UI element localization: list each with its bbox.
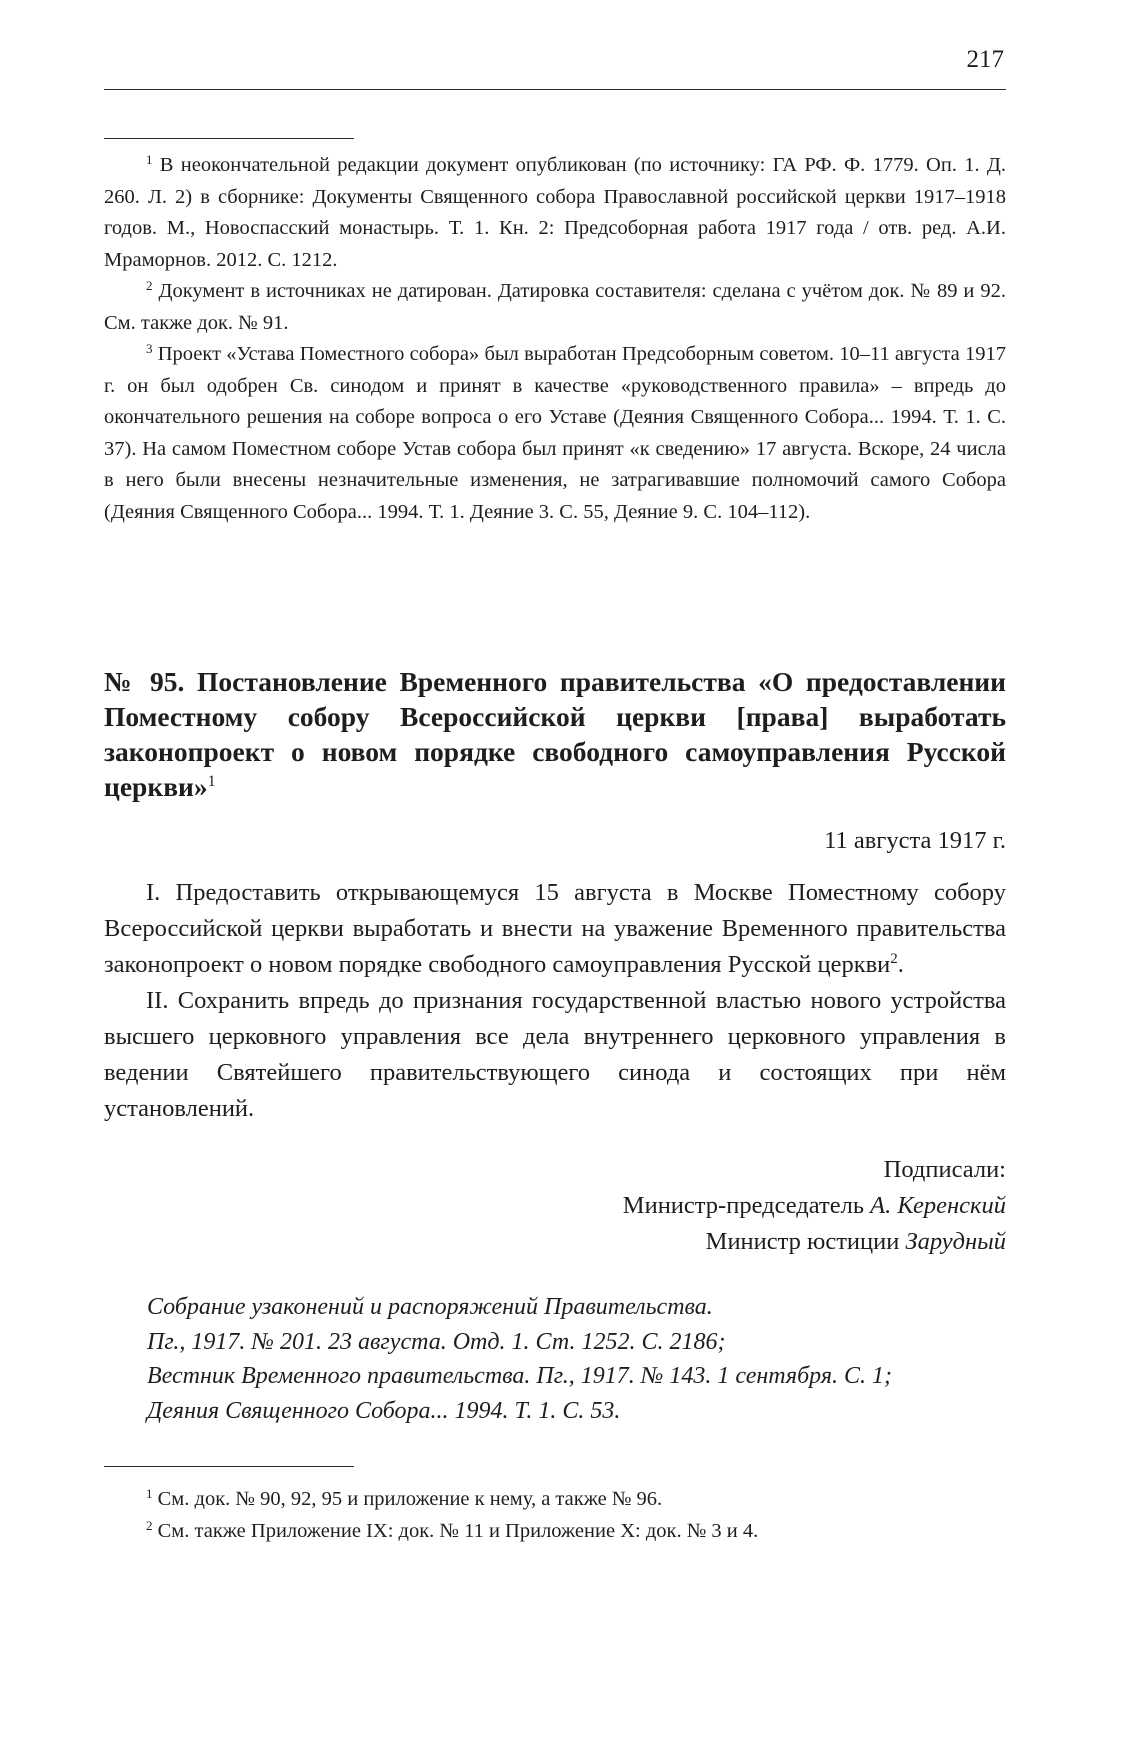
signatory-name: Зарудный [905,1228,1006,1255]
footnote-ref: 1 [207,773,216,790]
header-rule [104,89,1006,90]
footnote-marker: 2 [146,278,153,293]
footnote-marker: 2 [146,1517,153,1533]
footnote-3 [104,339,1006,528]
footnote-text: В неокончательной редакции документ опубликован (по источнику: ГА РФ. Ф. 1779. Оп. 1. Д. 260. Л. 2) в сборнике: Документы Священного собора Православной российской церкви 1917–1918 годов. М., Новоспасский монастырь. Т. 1. Кн. 2: Предсоборная работа 1917 года / отв. ред. А.И. Мраморнов. 2012. С. 1212. [104,154,1006,271]
paragraph-1 [104,875,1006,983]
source-line: Пг., 1917. № 201. 23 августа. Отд. 1. Ст. 1252. С. 2186; [147,1328,726,1355]
footnote-marker: 1 [146,1486,153,1501]
footnote-text: Проект «Устава Поместного собора» был выработан Предсоборным советом. 10–11 августа 1917 г. он был одобрен Св. синодом и принят в качестве «руководственного правила» – впредь до окончательного решения на соборе вопроса о его Уставе (Деяния Священного Собора... 1994. Т. 1. С. 37). На самом Поместном соборе Устав собора был принят «к сведению» 17 августа. Вскоре, 24 числа в него были внесены незначительные изменения, не затрагивавшие полномочий самого Собора (Деяния Священного Собора... 1994. Т. 1. Деяние 3. С. 55, Деяние 9. С. 104–112). [104,343,1007,523]
footnote-2 [104,1516,1006,1548]
paragraph-1-end: . [897,951,904,978]
signatory-name: А. Керенский [870,1192,1006,1219]
top-footnote-rule [104,138,354,139]
document-title [104,664,1006,804]
signatory [623,1188,1006,1224]
top-footnotes [104,150,1006,528]
paragraph-2: II. Сохранить впредь до признания государственной властью нового устройства высшего церковного управления все дела внутреннего церковного управления в ведении Святейшего правительствующего синода и состоящих при нём установлений. [104,987,1006,1122]
footnote-text: См. также Приложение IX: док. № 11 и Приложение X: док. № 3 и 4. [157,1519,759,1542]
source-line: Деяния Священного Собора... 1994. Т. 1. С. 53. [147,1397,621,1424]
signatory [623,1224,1006,1260]
signatory-position: Министр-председатель [622,1192,864,1219]
signed-label: Подписали: [883,1156,1006,1183]
signatory-position: Министр юстиции [705,1228,900,1255]
bottom-footnotes [104,1484,1006,1547]
document-title-text: № 95. Постановление Временного правительства «О предоставлении Поместному собору Всероссийской церкви [права] выработать законопроект о новом порядке свободного самоуправления Русской церкви» [104,666,1006,802]
footnote-marker: 1 [146,152,153,167]
bottom-footnote-rule [104,1466,354,1467]
footnote-text: См. док. № 90, 92, 95 и приложение к нему, а также № 96. [157,1488,663,1510]
source-line: Вестник Временного правительства. Пг., 1917. № 143. 1 сентября. С. 1; [147,1363,892,1389]
footnote-marker: 3 [146,341,153,356]
footnote-text: Документ в источниках не датирован. Датировка составителя: сделана с учётом док. № 89 и 92. См. также док. № 91. [104,280,1007,334]
page-number: 217 [966,46,1004,73]
source-citations [147,1290,1007,1428]
footnote-1 [104,1484,1006,1516]
paragraph-1-text: I. Предоставить открывающемуся 15 августа в Москве Поместному собору Всероссийской церкви выработать и внести на уважение Временного правительства законопроект о новом порядке свободного самоуправления Русской церкви [104,879,1006,978]
footnote-ref: 2 [890,951,898,967]
signatures [623,1152,1006,1260]
footnote-2 [104,276,1006,339]
document-date: 11 августа 1917 г. [824,827,1006,854]
footnote-1 [104,150,1006,276]
source-line: Собрание узаконений и распоряжений Правительства. [147,1294,713,1320]
document-body [104,875,1006,1127]
